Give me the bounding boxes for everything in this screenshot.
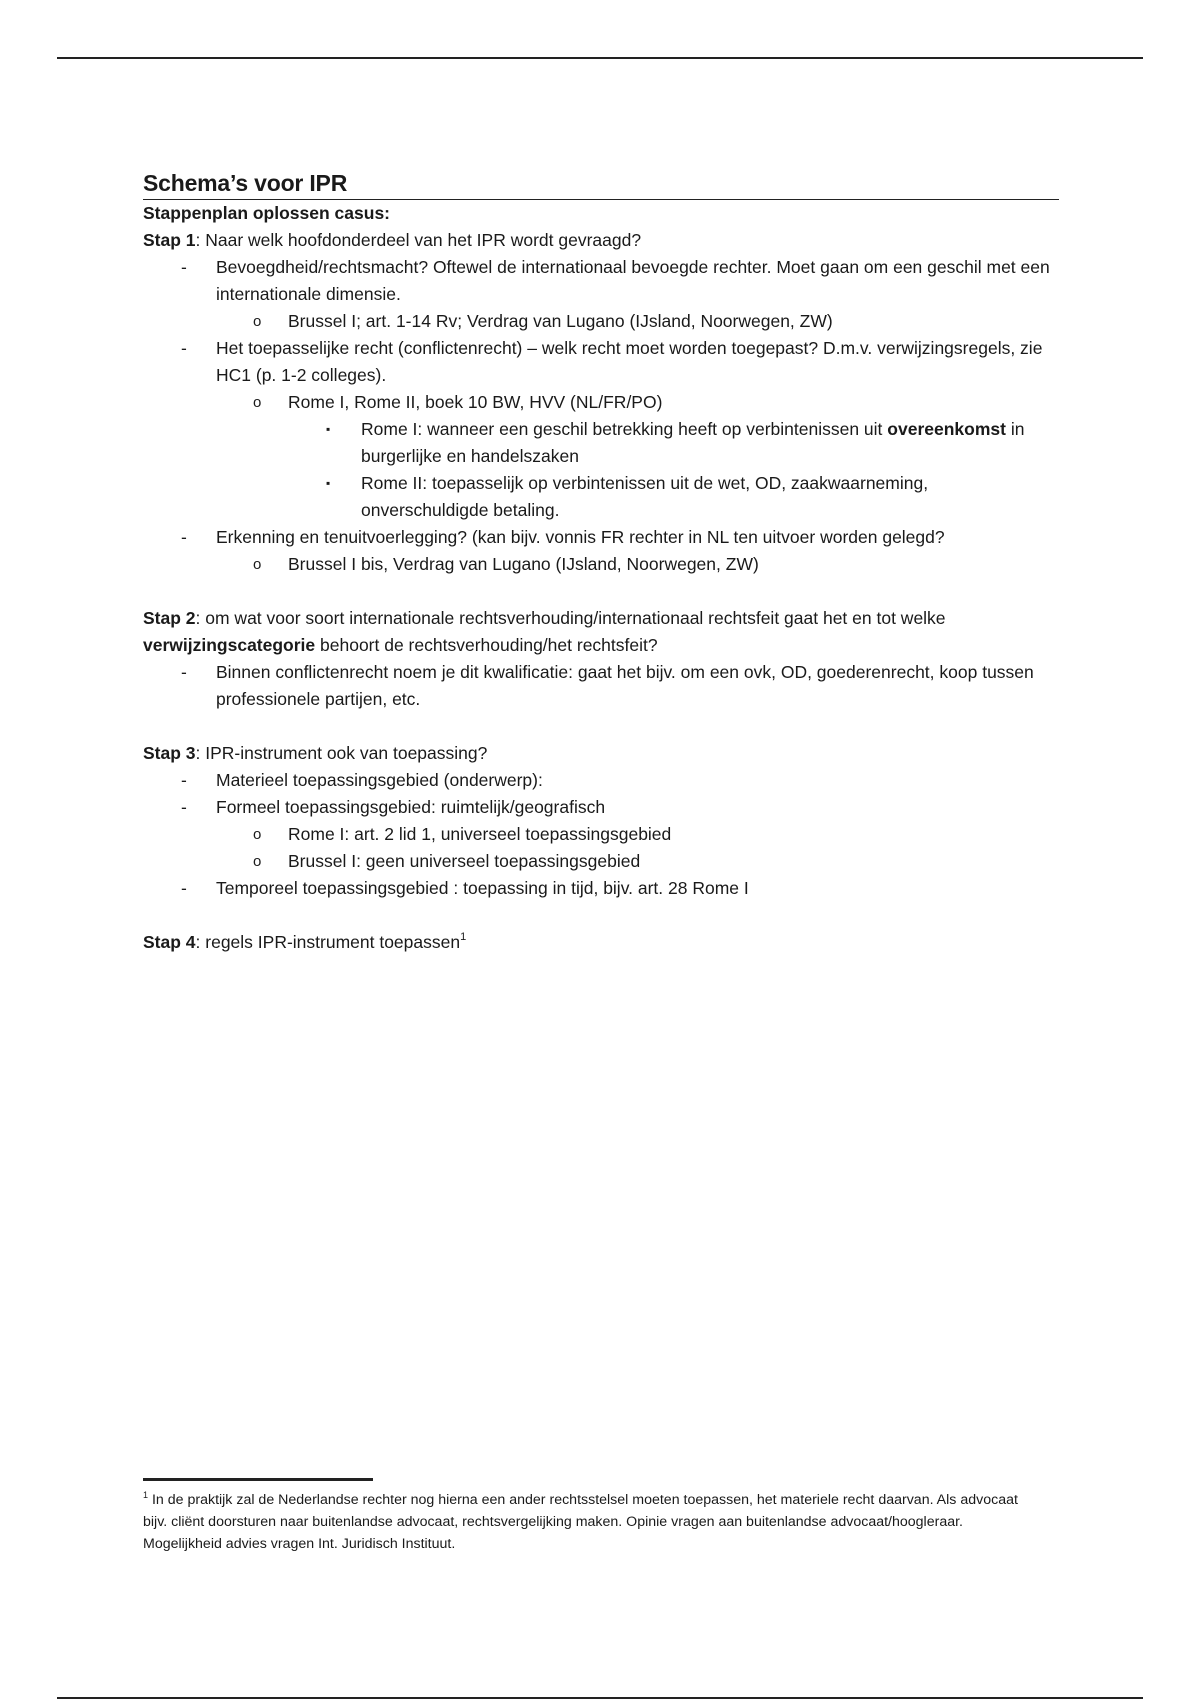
step-2-text-before: : om wat voor soort internationale rechtsverhouding/internationaal rechtsfeit gaat het en tot welke	[195, 608, 946, 628]
list-item-text: Brussel I: geen universeel toepassingsgebied	[288, 851, 641, 871]
document-title: Schema’s voor IPR	[143, 168, 1059, 200]
sub-list	[216, 551, 1059, 578]
circle-bullet: o	[253, 826, 262, 843]
list-item	[288, 470, 1059, 524]
list-item-text: Erkenning en tenuitvoerlegging? (kan bijv. vonnis FR rechter in NL ten uitvoer worden gelegd?	[216, 527, 945, 547]
rome-1-text-before: Rome I: wanneer een geschil betrekking heeft op verbintenissen uit	[361, 419, 888, 439]
sub-sub-list	[288, 416, 1059, 524]
step-3-label: Stap 3	[143, 743, 196, 763]
list-item-text: Rome I: art. 2 lid 1, universeel toepassingsgebied	[288, 824, 672, 844]
step-1-list	[143, 254, 1059, 578]
rome-2-text: Rome II: toepasselijk op verbintenissen uit de wet, OD, zaakwaarneming, onverschuldigde betaling.	[361, 473, 929, 520]
document-subtitle: Stappenplan oplossen casus:	[143, 203, 390, 223]
footnote-text: In de praktijk zal de Nederlandse rechter nog hierna een ander rechtsstelsel moeten toepassen, het materiele recht daarvan. Als advocaat bijv. cliënt doorsturen naar buitenlandse advocaat, rechtsvergelijking maken. Opinie vragen aan buitenlandse advocaat/hoogleraar. Mogelijkheid advies vragen Int. Juridisch Instituut.	[143, 1492, 1018, 1552]
list-item-text: Bevoegdheid/rechtsmacht? Oftewel de internationaal bevoegde rechter. Moet gaan om een geschil met een internationale dimensie.	[216, 257, 1050, 304]
step-4-label: Stap 4	[143, 932, 196, 952]
circle-bullet: o	[253, 556, 262, 573]
square-bullet: ▪	[326, 422, 331, 436]
step-4	[143, 929, 1059, 956]
rome-1-text-after: in burgerlijke en handelszaken	[361, 419, 1025, 466]
sub-list	[216, 389, 1059, 524]
list-item-text: Rome I, Rome II, boek 10 BW, HVV (NL/FR/PO)	[288, 392, 663, 412]
list-item-text: Temporeel toepassingsgebied : toepassing in tijd, bijv. art. 28 Rome I	[216, 878, 749, 898]
spacer	[143, 578, 1059, 605]
list-item-text: Binnen conflictenrecht noem je dit kwalificatie: gaat het bijv. om een ovk, OD, goederenrecht, koop tussen professionele partijen, etc.	[216, 662, 1034, 709]
step-2-list	[143, 659, 1059, 713]
dash-bullet: -	[181, 527, 187, 547]
list-item	[216, 821, 1059, 848]
step-2-label: Stap 2	[143, 608, 196, 628]
list-item	[143, 767, 1059, 794]
dash-bullet: -	[181, 770, 187, 790]
list-item-text: Materieel toepassingsgebied (onderwerp):	[216, 770, 543, 790]
sub-list	[216, 821, 1059, 875]
list-item	[143, 335, 1059, 524]
list-item-text: Brussel I; art. 1-14 Rv; Verdrag van Lugano (IJsland, Noorwegen, ZW)	[288, 311, 833, 331]
circle-bullet: o	[253, 394, 262, 411]
page-top-rule	[57, 57, 1143, 59]
step-3	[143, 740, 1059, 767]
dash-bullet: -	[181, 338, 187, 358]
list-item	[143, 794, 1059, 875]
list-item-text: Brussel I bis, Verdrag van Lugano (IJsland, Noorwegen, ZW)	[288, 554, 759, 574]
list-item	[216, 551, 1059, 578]
step-3-list	[143, 767, 1059, 902]
list-item	[216, 848, 1059, 875]
list-item-text: Het toepasselijke recht (conflictenrecht) – welk recht moet worden toegepast? D.m.v. verwijzingsregels, zie HC1 (p. 1-2 colleges).	[216, 338, 1043, 385]
rome-1-bold: overeenkomst	[887, 419, 1006, 439]
list-item	[216, 308, 1059, 335]
list-item	[143, 659, 1059, 713]
list-item	[143, 875, 1059, 902]
footnote	[143, 1489, 1023, 1555]
footnote-separator	[143, 1478, 373, 1481]
footnote-number: 1	[143, 1490, 149, 1500]
footnote-reference[interactable]: 1	[460, 931, 467, 943]
dash-bullet: -	[181, 257, 187, 277]
step-2	[143, 605, 1059, 659]
spacer	[143, 713, 1059, 740]
dash-bullet: -	[181, 797, 187, 817]
list-item	[216, 389, 1059, 524]
dash-bullet: -	[181, 878, 187, 898]
step-4-text: : regels IPR-instrument toepassen	[195, 932, 461, 952]
step-2-text-after: behoort de rechtsverhouding/het rechtsfeit?	[315, 635, 658, 655]
step-3-text: : IPR-instrument ook van toepassing?	[195, 743, 488, 763]
step-1-text: : Naar welk hoofdonderdeel van het IPR wordt gevraagd?	[195, 230, 642, 250]
step-1-label: Stap 1	[143, 230, 196, 250]
circle-bullet: o	[253, 313, 262, 330]
square-bullet: ▪	[326, 476, 331, 490]
list-item-text: Formeel toepassingsgebied: ruimtelijk/geografisch	[216, 797, 606, 817]
sub-list	[216, 308, 1059, 335]
document-body	[143, 168, 1059, 956]
list-item	[288, 416, 1059, 470]
spacer	[143, 902, 1059, 929]
step-2-bold: verwijzingscategorie	[143, 635, 316, 655]
dash-bullet: -	[181, 662, 187, 682]
step-1	[143, 227, 1059, 254]
list-item	[143, 524, 1059, 578]
page-bottom-rule	[57, 1697, 1143, 1699]
circle-bullet: o	[253, 853, 262, 870]
list-item	[143, 254, 1059, 335]
